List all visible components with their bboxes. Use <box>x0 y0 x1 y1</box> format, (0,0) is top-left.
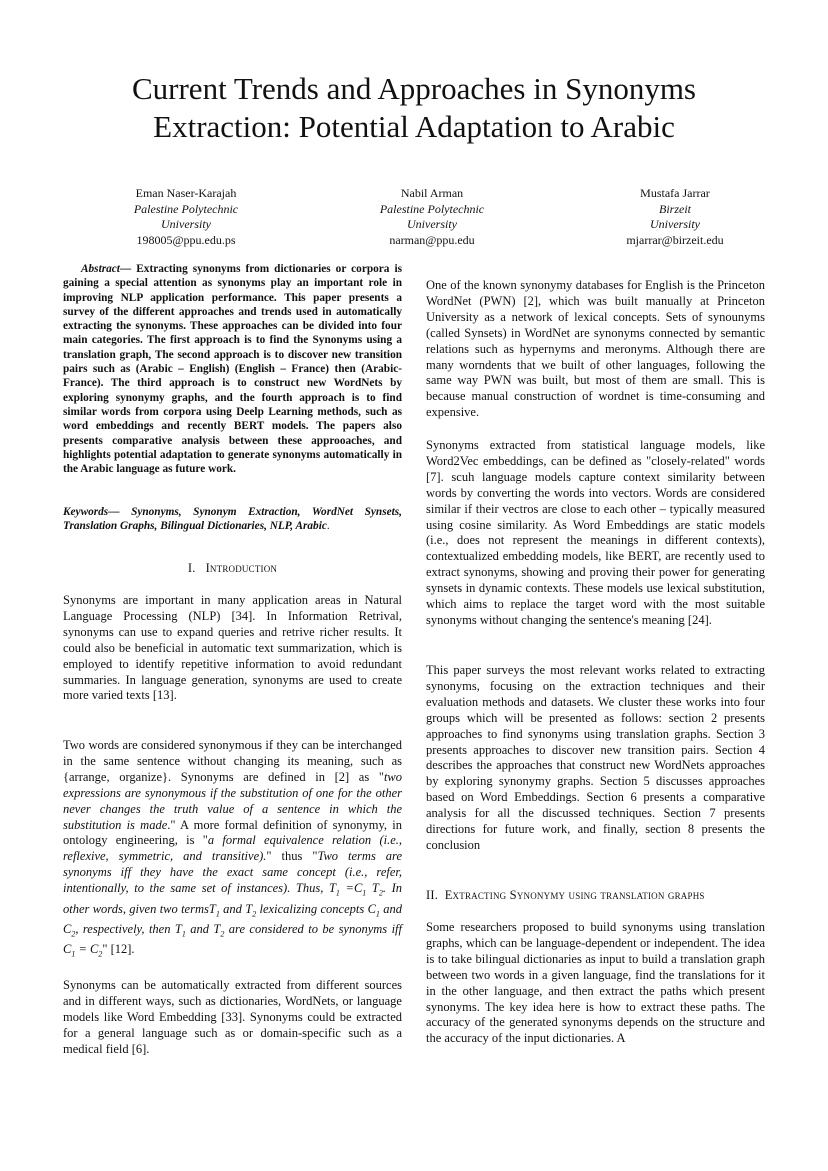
quote-italic: a formal equivalence relation (i.e., reflexive, symmetric, and transitive). <box>63 833 403 864</box>
paper-title <box>70 70 758 146</box>
paragraph-text: One of the known synonymy databases for English is the Princeton WordNet (PWN) [2], which was built manually at Princeton University as a network of lexical concepts. Sets of synounyms (called Synsets) in WordNet are synonyms connected by semantic relations such as hypernyms and meronyms. Although there are many worndents that we built of other languages, following the same way PWN was built, but most of them are small. This is because manual construction of wordnet is time-consuming and expensive. <box>426 278 765 420</box>
author-name: Mustafa Jarrar <box>640 186 710 200</box>
paragraph-text: Synonyms extracted from statistical language models, like Word2Vec embeddings, can be defined as "closely-related" words [7]. scuh language models capture context similarity between words by converting the words into vectors. Words are considered similar if their vectros are close to each other – typically measured using cosine similarity. As Word Embeddings are static models (i.e., does not represent the meanings in different contexts), contextualized embedding models, like BERT, are recently used to extract synonyms, showing and proving their power for generating synsets in dynamic contexts. These models use lexical substitution, which aims to replace the target word with the most suitable synonyms without changing the sentence's meaning [24]. <box>426 438 765 627</box>
right-paragraph-1 <box>426 278 765 421</box>
right-paragraph-2 <box>426 438 765 629</box>
text-run: = C <box>75 942 99 957</box>
subscript: 2 <box>252 909 257 919</box>
text-run: " thus " <box>266 849 318 864</box>
section-heading-introduction <box>63 561 402 576</box>
author-email: narman@ppu.edu <box>389 232 475 247</box>
subscript: 2 <box>71 929 76 939</box>
section-heading-translation-graphs <box>426 888 765 903</box>
quote-italic: two expressions are synonymous if the substitution of one for the other never changes the truth value of a sentence in which the substitution is made <box>63 769 402 832</box>
text-run: Two terms are synonyms iff they have the exact same concept (i.e., refer, intentionally, to the same set of instances). Thus, T <box>63 849 403 896</box>
text-run: T <box>366 881 379 896</box>
author-affiliation-2: University <box>650 217 700 232</box>
section-title: Extracting Synonymy using translation graphs <box>444 888 705 902</box>
author-email: mjarrar@birzeit.edu <box>626 232 724 247</box>
title-line-2: Extraction: Potential Adaptation to Arabic <box>153 109 675 144</box>
subscript: 2 <box>220 929 225 939</box>
abstract-dash: — <box>119 263 137 275</box>
paragraph-text <box>63 738 402 963</box>
text-run: are considered to be synonyms iff C <box>63 921 403 957</box>
text-run: =C <box>339 881 363 896</box>
author-name: Nabil Arman <box>400 186 464 200</box>
author-block-1 <box>96 186 276 248</box>
intro-paragraph-3 <box>63 978 402 1058</box>
definition-italic <box>63 849 403 959</box>
section-number: I. <box>187 561 196 575</box>
subscript: 1 <box>215 909 220 919</box>
keywords-end: . <box>326 520 330 533</box>
keywords-text: Synonyms, Synonym Extraction, WordNet Synsets, Translation Graphs, Bilingual Dictionaries, NLP, Arabic <box>63 506 402 533</box>
author-affiliation-2: University <box>161 217 211 232</box>
text-run: lexicalizing concepts C <box>256 901 376 916</box>
subscript: 1 <box>335 888 340 898</box>
right-paragraph-4 <box>426 920 765 1047</box>
author-name: Eman Naser-Karajah <box>135 186 237 200</box>
text-run: ." A more formal definition of synonymy, in ontology engineering, is " <box>63 817 402 848</box>
subscript: 2 <box>98 949 103 959</box>
subscript: 1 <box>362 888 367 898</box>
author-block-2 <box>342 186 522 248</box>
author-block-3 <box>585 186 765 248</box>
author-affiliation: Palestine Polytechnic <box>379 201 485 216</box>
author-affiliation: Birzeit <box>659 201 691 216</box>
keywords-lead: Keywords— <box>63 506 120 518</box>
text-run: Two words are considered synonymous if they can be interchanged in the same sentence without changing its meaning, such as {arrange, organize}. Synonyms are defined in [2] as " <box>63 738 402 784</box>
text-run: , respectively, then T <box>75 921 182 936</box>
paragraph-text: Synonyms are important in many application areas in Natural Language Processing (NLP) [34]. In Information Retrival, synonyms can use to expand queries and retrive richer results. It could also be beneficial in automatic text summarization, which is employed to identify repetitive information to avoid redundant summaries. In language generation, synonyms are used to create more varied texts [13]. <box>63 593 402 703</box>
intro-paragraph-2 <box>63 738 402 963</box>
abstract-lead: Abstract <box>81 263 120 275</box>
subscript: 1 <box>375 909 380 919</box>
text-run: " [12]. <box>102 942 135 957</box>
keywords <box>63 505 402 534</box>
paragraph-text: This paper surveys the most relevant works related to extracting synonyms, focusing on the extraction techniques and their evaluation methods and datasets. We cluster these works into four groups which will be presented as follows: section 2 presents approaches to find synonyms using translation graphs. Section 3 presents approaches to discover new transition pairs. Section 4 describes the approaches that construct new WordNets approaches by exploring synonymy graphs. Section 5 discusses approaches based on Word Embeddings. Section 6 presents a comparative analysis for all the discussed techniques. Section 7 presents directions for future work, and finally, section 8 presents the conclusion <box>426 663 765 852</box>
text-run: and C <box>63 901 402 936</box>
subscript: 1 <box>181 929 186 939</box>
text-run: and T <box>219 901 253 916</box>
author-affiliation: Palestine Polytechnic <box>133 201 239 216</box>
author-email: 198005@ppu.edu.ps <box>136 232 236 247</box>
text-run: and T <box>185 921 221 936</box>
section-number: II. <box>426 888 439 902</box>
text-run: . In other words, given two termsT <box>63 881 402 916</box>
abstract-text: Extracting synonyms from dictionaries or corpora is gaining a special attention as synonyms play an important role in improving NLP application performance. This paper presents a survey of the different approaches and trends used in automatically extracting the synonyms. These approaches can be divided into four main categories. The first approach is to find the Synonyms using a translation graph, The second approach is to discover new transition pairs such as (Arabic – English) (English – France) then (Arabic-France). The third approach is to construct new WordNets by exploring synonymy graphs, and the fourth approach is to find similar words from corpora using Deelp Learning methods, such as word embeddings and recently BERT models. The papers also presents comparative analysis between these approoaches, and highlights potential adaptation to generate synonyms automatically in the Arabic language as future work. <box>63 263 402 476</box>
abstract <box>63 262 402 476</box>
author-affiliation-2: University <box>407 217 457 232</box>
right-paragraph-3 <box>426 663 765 854</box>
subscript: 1 <box>71 949 76 959</box>
intro-paragraph-1 <box>63 593 402 704</box>
title-line-1: Current Trends and Approaches in Synonyms <box>131 71 696 106</box>
paragraph-text: Some researchers proposed to build synonyms using translation graphs, which can be language-dependent or independent. The idea is to take bilingual dictionaries as input to build a translation graph between two words in a given language, find the translations for it in the other language, and then extract the paths which present synonyms. The key idea here is how to extract these paths. The accuracy of the generated synonyms depends on the structure and the accuracy of the input dictionaries. A <box>426 920 765 1046</box>
subscript: 2 <box>378 888 383 898</box>
paragraph-text: Synonyms can be automatically extracted from different sources and in different ways, such as dictionaries, WordNets, or language models like Word Embedding [33]. Synonyms could be extracted for a general language such as or domain-specific such as a medical field [6]. <box>63 978 402 1056</box>
section-title: Introduction <box>205 561 278 575</box>
